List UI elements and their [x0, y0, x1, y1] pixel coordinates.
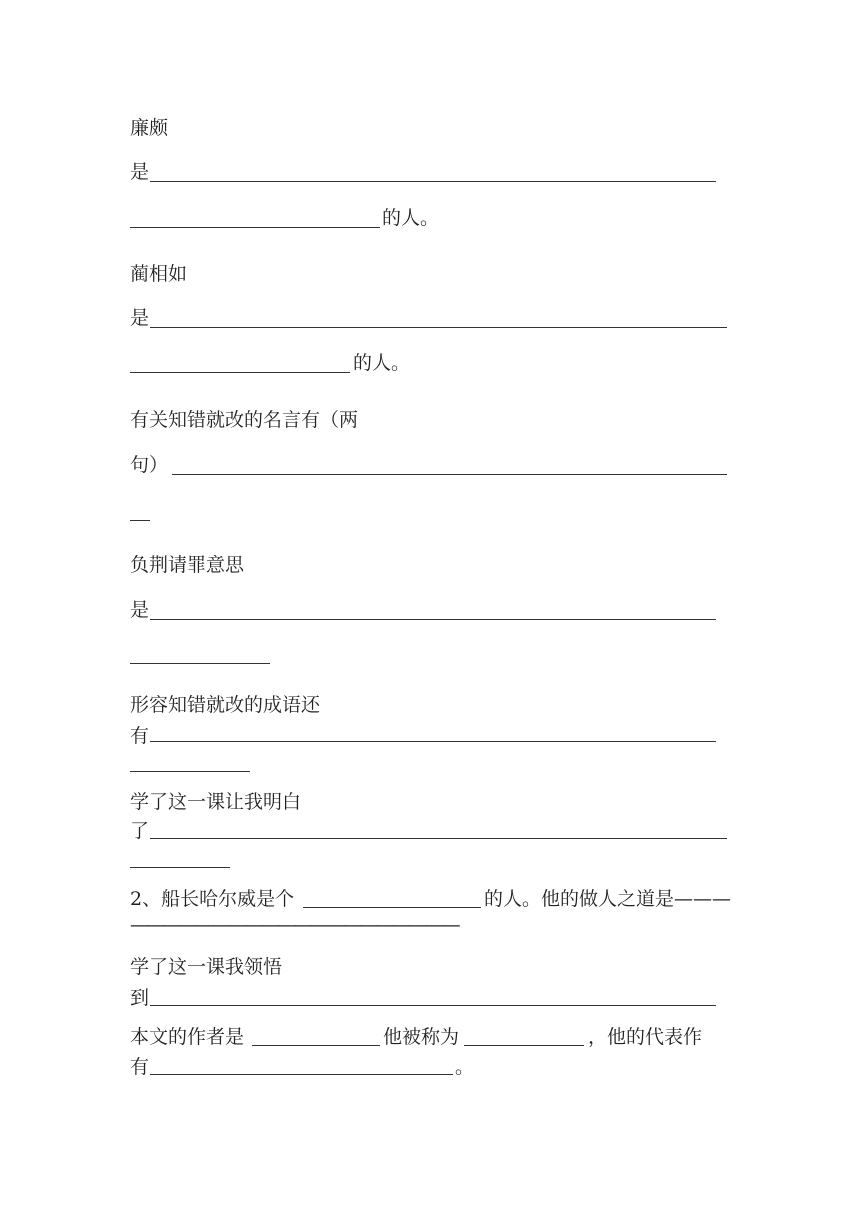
- fujing-blank-1[interactable]: [150, 619, 716, 620]
- quotes-blank-1[interactable]: [172, 474, 727, 475]
- author-blank-2[interactable]: [464, 1045, 584, 1046]
- lesson1-blank-2[interactable]: [130, 867, 230, 868]
- lesson2-prefix: 到: [130, 987, 150, 1009]
- author-blank-1[interactable]: [252, 1045, 380, 1046]
- lianpo-blank-1[interactable]: [150, 181, 716, 182]
- lianpo-is-prefix: 是: [130, 161, 150, 183]
- q2-middle: 的人。他的做人之道是———: [484, 888, 732, 910]
- q2-prefix: 2、船长哈尔威是个: [130, 888, 295, 910]
- linxiangru-is-prefix: 是: [130, 307, 150, 329]
- q2-dashes: ————————————————————: [130, 914, 459, 936]
- lesson2-line1: 学了这一课我领悟: [130, 956, 283, 978]
- lianpo-title: 廉颇: [130, 117, 169, 139]
- lesson1-blank-1[interactable]: [150, 838, 727, 839]
- linxiangru-blank-1[interactable]: [150, 327, 727, 328]
- lianpo-blank-2[interactable]: [130, 227, 380, 228]
- author-blank-3[interactable]: [150, 1074, 453, 1075]
- fujing-blank-2[interactable]: [130, 663, 270, 664]
- idioms-prefix: 有: [130, 725, 150, 747]
- quotes-line1: 有关知错就改的名言有（两: [130, 409, 359, 431]
- lesson2-blank[interactable]: [150, 1005, 716, 1006]
- author-part3: ，他的代表作: [588, 1026, 703, 1048]
- quotes-blank-2[interactable]: [130, 520, 150, 521]
- idioms-line1: 形容知错就改的成语还: [130, 694, 321, 716]
- linxiangru-blank-2[interactable]: [130, 372, 350, 373]
- lesson1-prefix: 了: [130, 820, 150, 842]
- lianpo-suffix: 的人。: [382, 207, 440, 229]
- linxiangru-suffix: 的人。: [353, 352, 411, 374]
- author-part1: 本文的作者是: [130, 1026, 245, 1048]
- author-part2: 他被称为: [383, 1026, 460, 1048]
- author-prefix2: 有: [130, 1056, 150, 1078]
- fujing-title: 负荆请罪意思: [130, 554, 245, 576]
- linxiangru-title: 蔺相如: [130, 263, 188, 285]
- author-end: 。: [455, 1056, 475, 1078]
- idioms-blank-1[interactable]: [150, 741, 716, 742]
- idioms-blank-2[interactable]: [130, 771, 250, 772]
- quotes-line2-prefix: 句）: [130, 454, 169, 476]
- lesson1-line1: 学了这一课让我明白: [130, 791, 302, 813]
- q2-blank[interactable]: [303, 907, 481, 908]
- fujing-is-prefix: 是: [130, 599, 150, 621]
